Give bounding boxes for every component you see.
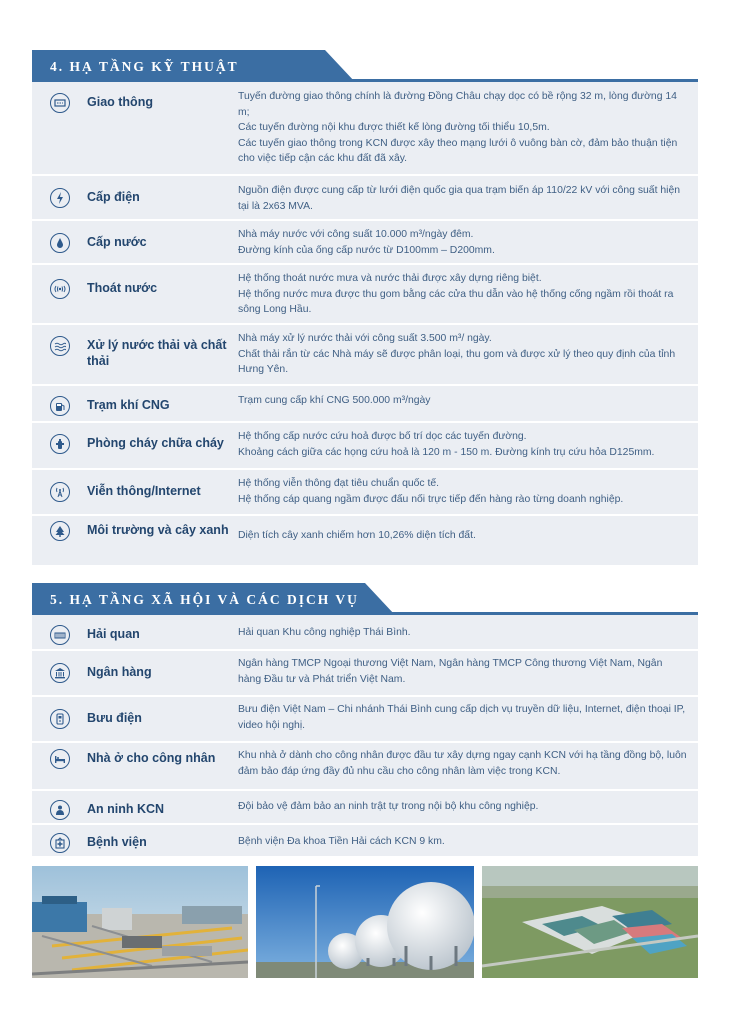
row-label: Nhà ở cho công nhân (87, 751, 216, 765)
row-description (238, 476, 688, 507)
security-guard-icon (50, 800, 70, 820)
description-line: Chất thải rắn từ các Nhà máy sẽ được phân loại, thu gom và được xử lý theo quy định của tỉnh Hưng Yên. (238, 348, 676, 375)
table-row (32, 386, 698, 423)
description-line: Các tuyến giao thông trong KCN được xây theo mạng lưới ô vuông bàn cờ, đảm bảo thuận tiện cho việc tiếp cận các khu đất đã xây. (238, 137, 678, 164)
tree-icon (50, 521, 70, 541)
table-row (32, 423, 698, 470)
row-label: Môi trường và cây xanh (87, 523, 229, 537)
lightning-icon (50, 188, 70, 208)
row-description (238, 656, 688, 687)
spherical-tanks-photo (256, 866, 474, 978)
gas-station-icon (50, 396, 70, 416)
description-line: Đường kính của ống cấp nước từ D100mm – D200mm. (238, 244, 495, 256)
description-line: Bưu điện Việt Nam – Chi nhánh Thái Bình cung cấp dịch vụ truyền dữ liệu, Internet, điện thoại IP, video hội nghị. (238, 704, 686, 731)
table-row (32, 470, 698, 516)
description-line: Khu nhà ở dành cho công nhân được đầu tư xây dựng ngay cạnh KCN với hạ tầng đồng bộ, luôn đảm bảo đáp ứng đầy đủ nhu cầu cho công nhân làm việc trong KCN. (238, 750, 687, 777)
technical-infrastructure-table (32, 82, 698, 567)
table-row (32, 82, 698, 176)
water-drop-icon (50, 233, 70, 253)
row-description (238, 227, 688, 258)
row-description (238, 748, 688, 779)
antenna-icon (50, 482, 70, 502)
description-line: Trạm cung cấp khí CNG 500.000 m³/ngày (238, 395, 431, 406)
row-label: Trạm khí CNG (87, 398, 170, 412)
description-line: Hệ thống nước mưa được thu gom bằng các cửa thu dẫn vào hệ thống cống ngầm rồi thoát ra sông Long Hầu. (238, 288, 674, 315)
table-row (32, 265, 698, 325)
row-label: Ngân hàng (87, 665, 152, 679)
section-4-header (32, 50, 698, 82)
gas-plant-photo (32, 866, 248, 978)
table-row (32, 615, 698, 651)
photo-strip (32, 866, 698, 978)
description-line: Hệ thống viễn thông đạt tiêu chuẩn quốc tế. (238, 478, 440, 489)
bank-icon (50, 663, 70, 683)
row-description (238, 89, 688, 167)
description-line: Đội bảo vệ đảm bảo an ninh trật tự trong nội bộ khu công nghiệp. (238, 801, 539, 812)
drainage-icon (50, 279, 70, 299)
description-line: Hệ thống cấp nước cứu hoả được bố trí dọc các tuyến đường. (238, 431, 527, 442)
row-label: Phòng cháy chữa cháy (87, 436, 224, 450)
section-4-title: 4. HẠ TẦNG KỸ THUẬT (32, 50, 324, 82)
social-infrastructure-table (32, 615, 698, 858)
description-line: Các tuyến đường nội khu được thiết kế lòng đường tối thiểu 10,5m. (238, 122, 550, 133)
description-line: Hệ thống thoát nước mưa và nước thải được xây dựng riêng biệt. (238, 273, 542, 284)
row-label: Cấp nước (87, 235, 147, 249)
table-row (32, 825, 698, 858)
table-row (32, 697, 698, 743)
customs-icon (50, 625, 70, 645)
waves-icon (50, 336, 70, 356)
description-line: Tuyến đường giao thông chính là đường Đồng Châu chạy dọc có bề rộng 32 m, lòng đường 14 m; (238, 91, 677, 118)
table-row (32, 743, 698, 791)
description-line: Khoảng cách giữa các họng cứu hoả là 120 m - 150 m. Đường kính trụ cứu hỏa D125mm. (238, 446, 655, 458)
section-5-header (32, 583, 698, 615)
row-label: Giao thông (87, 95, 153, 109)
row-label: Viễn thông/Internet (87, 484, 201, 498)
road-icon (50, 93, 70, 113)
description-line: Hải quan Khu công nghiệp Thái Bình. (238, 627, 411, 638)
row-label: Cấp điện (87, 190, 140, 204)
row-description (238, 331, 688, 378)
row-label: Thoát nước (87, 281, 158, 295)
row-label: Bệnh viện (87, 835, 147, 849)
row-description (238, 702, 688, 733)
post-office-icon (50, 709, 70, 729)
row-description (238, 271, 688, 318)
row-description (238, 183, 688, 214)
section-4-tab-slant (323, 50, 357, 82)
table-row (32, 221, 698, 265)
description-line: Nguồn điện được cung cấp từ lưới điện quốc gia qua trạm biến áp 110/22 kV với công suất hiện tại là 2x63 MVA. (238, 185, 681, 212)
row-label: Bưu điện (87, 711, 142, 725)
table-row (32, 791, 698, 825)
row-label: Hải quan (87, 627, 140, 641)
table-row (32, 516, 698, 567)
section-5-title: 5. HẠ TẦNG XÃ HỘI VÀ CÁC DỊCH VỤ (32, 583, 364, 615)
description-line: Bệnh viện Đa khoa Tiền Hải cách KCN 9 km. (238, 836, 445, 847)
row-description (238, 528, 688, 544)
description-line: Hệ thống cáp quang ngầm được đấu nối trực tiếp đến hàng rào từng doanh nghiệp. (238, 493, 624, 505)
description-line: Ngân hàng TMCP Ngoại thương Việt Nam, Ngân hàng TMCP Công thương Việt Nam, Ngân hàng Đầu tư và Phát triển Việt Nam. (238, 658, 663, 685)
fire-hydrant-icon (50, 434, 70, 454)
row-label: Xử lý nước thải và chất thải (87, 338, 227, 368)
description-line: Diện tích cây xanh chiếm hơn 10,26% diện tích đất. (238, 530, 476, 541)
row-description (238, 625, 688, 641)
description-line: Nhà máy xử lý nước thải với công suất 3.500 m³/ ngày. (238, 333, 492, 344)
description-line: Nhà máy nước với công suất 10.000 m³/ngày đêm. (238, 229, 474, 240)
row-description (238, 799, 688, 815)
row-description (238, 393, 688, 409)
bed-icon (50, 749, 70, 769)
wastewater-plant-photo (482, 866, 698, 978)
row-description (238, 834, 688, 850)
row-label: An ninh KCN (87, 802, 165, 816)
row-description (238, 429, 688, 460)
table-row (32, 325, 698, 386)
table-row (32, 176, 698, 221)
table-row (32, 651, 698, 697)
section-5-tab-slant (363, 583, 397, 615)
hospital-icon (50, 833, 70, 853)
